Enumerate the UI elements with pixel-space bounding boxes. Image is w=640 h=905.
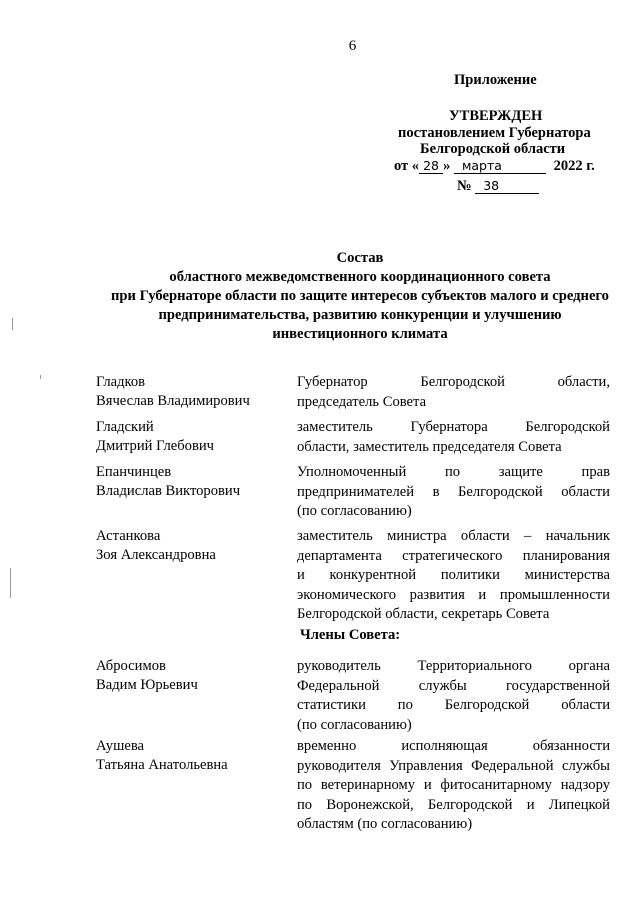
member-surname: Гладков <box>96 374 146 390</box>
member-position <box>297 657 610 735</box>
document-title <box>70 249 640 344</box>
member-position <box>297 737 610 835</box>
position-line: Белгородской области, секретарь Совета <box>297 606 550 622</box>
member-surname: Абросимов <box>96 658 166 674</box>
approved-label: УТВЕРЖДЕН <box>449 108 543 124</box>
date-year: 2022 г. <box>553 158 595 174</box>
member-given-names: Владислав Викторович <box>96 483 241 499</box>
date-month: марта <box>454 158 546 174</box>
member-position <box>297 418 610 457</box>
member-surname: Епанчинцев <box>96 464 172 480</box>
member-name <box>96 527 216 565</box>
member-surname: Астанкова <box>96 528 161 544</box>
members-heading: Члены Совета: <box>300 627 401 643</box>
member-given-names: Зоя Александровна <box>96 547 216 563</box>
member-given-names: Вячеслав Владимирович <box>96 393 250 409</box>
scan-mark <box>40 375 41 379</box>
date-prefix: от « <box>394 158 420 174</box>
scan-mark <box>10 568 11 598</box>
member-name <box>96 418 214 456</box>
decree-number <box>457 178 539 195</box>
position-line: департамента стратегического планирования <box>297 547 610 564</box>
position-line: предпринимателей в Белгородской области <box>297 483 610 500</box>
member-position <box>297 463 610 522</box>
title-line: инвестиционного климата <box>272 326 448 342</box>
position-line: (по согласованию) <box>297 503 412 519</box>
member-given-names: Вадим Юрьевич <box>96 677 198 693</box>
position-line: руководителя Управления Федеральной службы <box>297 757 610 774</box>
approved-by-region: Белгородской области <box>420 141 566 157</box>
date-mid: » <box>443 158 451 174</box>
position-line: статистики по Белгородской области <box>297 697 610 713</box>
number-label: № <box>457 178 472 194</box>
member-position <box>297 373 610 412</box>
approved-by-line: постановлением Губернатора <box>398 125 591 141</box>
position-line: (по согласованию) <box>297 716 412 733</box>
page-number: 6 <box>348 38 357 54</box>
position-line: временно исполняющая обязанности <box>297 738 610 754</box>
position-line: заместитель министра области – начальник <box>297 528 610 544</box>
member-name <box>96 463 240 501</box>
position-line: председатель Совета <box>297 393 427 410</box>
date-day: 28 <box>419 158 443 174</box>
position-line: областям (по согласованию) <box>297 816 473 832</box>
position-line: по ветеринарному и фитосанитарному надзору <box>297 777 610 793</box>
position-line: заместитель Губернатора Белгородской <box>297 419 610 435</box>
scan-mark <box>12 318 13 330</box>
appendix-label: Приложение <box>454 72 537 88</box>
position-line: и конкурентной политики министерства <box>297 567 610 583</box>
title-line: областного межведомственного координационного совета <box>169 269 551 285</box>
member-given-names: Дмитрий Глебович <box>96 438 214 454</box>
member-position <box>297 527 610 625</box>
position-line: по Воронежской, Белгородской и Липецкой <box>297 796 610 813</box>
title-line: при Губернаторе области по защите интересов субъектов малого и среднего <box>111 288 609 304</box>
position-line: руководитель Территориального органа <box>297 658 610 674</box>
title-line: Состав <box>336 250 384 266</box>
member-surname: Гладский <box>96 419 154 435</box>
decree-date <box>394 158 595 175</box>
member-given-names: Татьяна Анатольевна <box>96 757 228 773</box>
position-line: Губернатор Белгородской области, <box>297 374 610 390</box>
member-name <box>96 737 228 775</box>
position-line: Федеральной службы государственной <box>297 677 610 694</box>
title-line: предпринимательства, развитию конкуренции и улучшению <box>158 307 562 323</box>
number-value: 38 <box>475 178 539 194</box>
position-line: экономического развития и промышленности <box>297 586 610 603</box>
position-line: Уполномоченный по защите прав <box>297 464 610 480</box>
member-surname: Аушева <box>96 738 144 754</box>
position-line: области, заместитель председателя Совета <box>297 438 562 455</box>
member-name <box>96 657 198 695</box>
member-name <box>96 373 250 411</box>
